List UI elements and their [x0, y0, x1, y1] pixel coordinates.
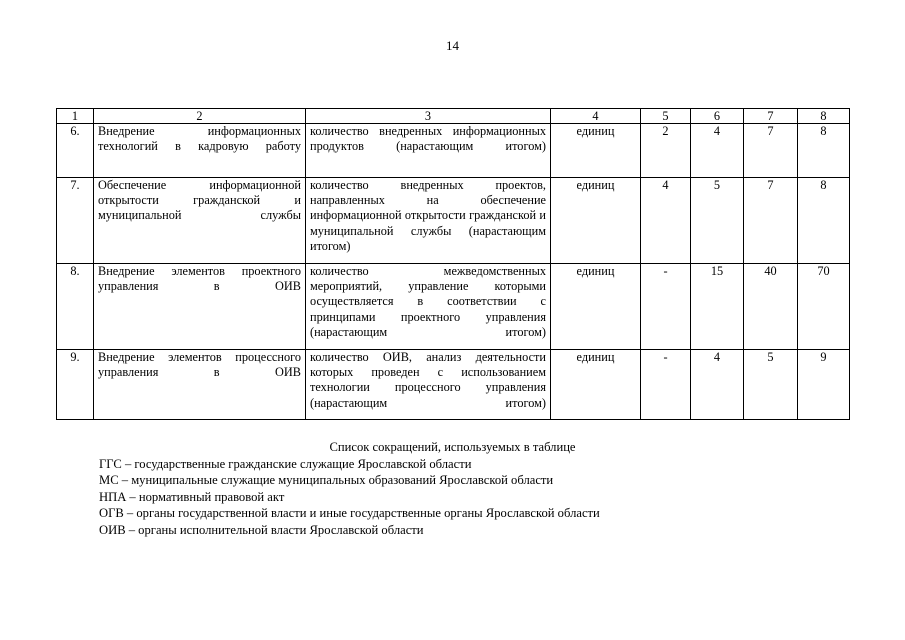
value-col8: 8 — [798, 178, 850, 264]
value-col7: 7 — [744, 124, 798, 178]
unit-cell: единиц — [551, 350, 641, 420]
table-header-row — [57, 109, 850, 124]
value-col6: 15 — [691, 264, 744, 350]
indicator-text: количество внедренных проектов, направленных на обеспечение информационной открытости гражданской и муниципальной службы (нарастающим итогом) — [306, 178, 551, 264]
value-col8: 9 — [798, 350, 850, 420]
table-row — [57, 264, 850, 350]
abbreviation-item: НПА – нормативный правовой акт — [99, 489, 285, 504]
value-col6: 5 — [691, 178, 744, 264]
abbreviations-list — [99, 456, 905, 539]
value-col7: 40 — [744, 264, 798, 350]
row-number: 7. — [57, 178, 94, 264]
measure-name: Обеспечение информационной открытости гражданской и муниципальной службы — [94, 178, 306, 264]
value-col8: 8 — [798, 124, 850, 178]
page-number: 14 — [446, 38, 459, 53]
indicator-text: количество межведомственных мероприятий, управление которыми осуществляется в соответствии с принципами проектного управления (нарастающим итогом) — [306, 264, 551, 350]
header-cell: 2 — [94, 109, 306, 124]
unit-cell: единиц — [551, 124, 641, 178]
value-col7: 5 — [744, 350, 798, 420]
table-row — [57, 124, 850, 178]
indicators-table — [56, 108, 850, 420]
row-number: 9. — [57, 350, 94, 420]
header-cell: 3 — [306, 109, 551, 124]
header-cell: 5 — [641, 109, 691, 124]
abbreviation-item: МС – муниципальные служащие муниципальных образований Ярославской области — [99, 473, 554, 487]
abbreviation-item: ОИВ – органы исполнительной власти Ярославской области — [99, 522, 424, 537]
row-number: 6. — [57, 124, 94, 178]
value-col5: 4 — [641, 178, 691, 264]
indicator-text: количество ОИВ, анализ деятельности которых проведен с использованием технологии процессного управления (нарастающим итогом) — [306, 350, 551, 420]
header-cell: 7 — [744, 109, 798, 124]
value-col5: - — [641, 350, 691, 420]
abbreviations-section — [0, 439, 905, 538]
table-row — [57, 178, 850, 264]
abbreviation-item: ОГВ – органы государственной власти и иные государственные органы Ярославской области — [99, 506, 600, 520]
indicator-text: количество внедренных информационных продуктов (нарастающим итогом) — [306, 124, 551, 178]
value-col5: - — [641, 264, 691, 350]
value-col6: 4 — [691, 350, 744, 420]
measure-name: Внедрение информационных технологий в кадровую работу — [94, 124, 306, 178]
unit-cell: единиц — [551, 178, 641, 264]
value-col8: 70 — [798, 264, 850, 350]
table-row — [57, 350, 850, 420]
row-number: 8. — [57, 264, 94, 350]
header-cell: 1 — [57, 109, 94, 124]
header-cell: 4 — [551, 109, 641, 124]
value-col5: 2 — [641, 124, 691, 178]
measure-name: Внедрение элементов процессного управления в ОИВ — [94, 350, 306, 420]
header-cell: 8 — [798, 109, 850, 124]
unit-cell: единиц — [551, 264, 641, 350]
value-col7: 7 — [744, 178, 798, 264]
header-cell: 6 — [691, 109, 744, 124]
value-col6: 4 — [691, 124, 744, 178]
abbreviation-item: ГГС – государственные гражданские служащие Ярославской области — [99, 456, 472, 471]
measure-name: Внедрение элементов проектного управления в ОИВ — [94, 264, 306, 350]
abbreviations-title: Список сокращений, используемых в таблице — [329, 440, 576, 454]
